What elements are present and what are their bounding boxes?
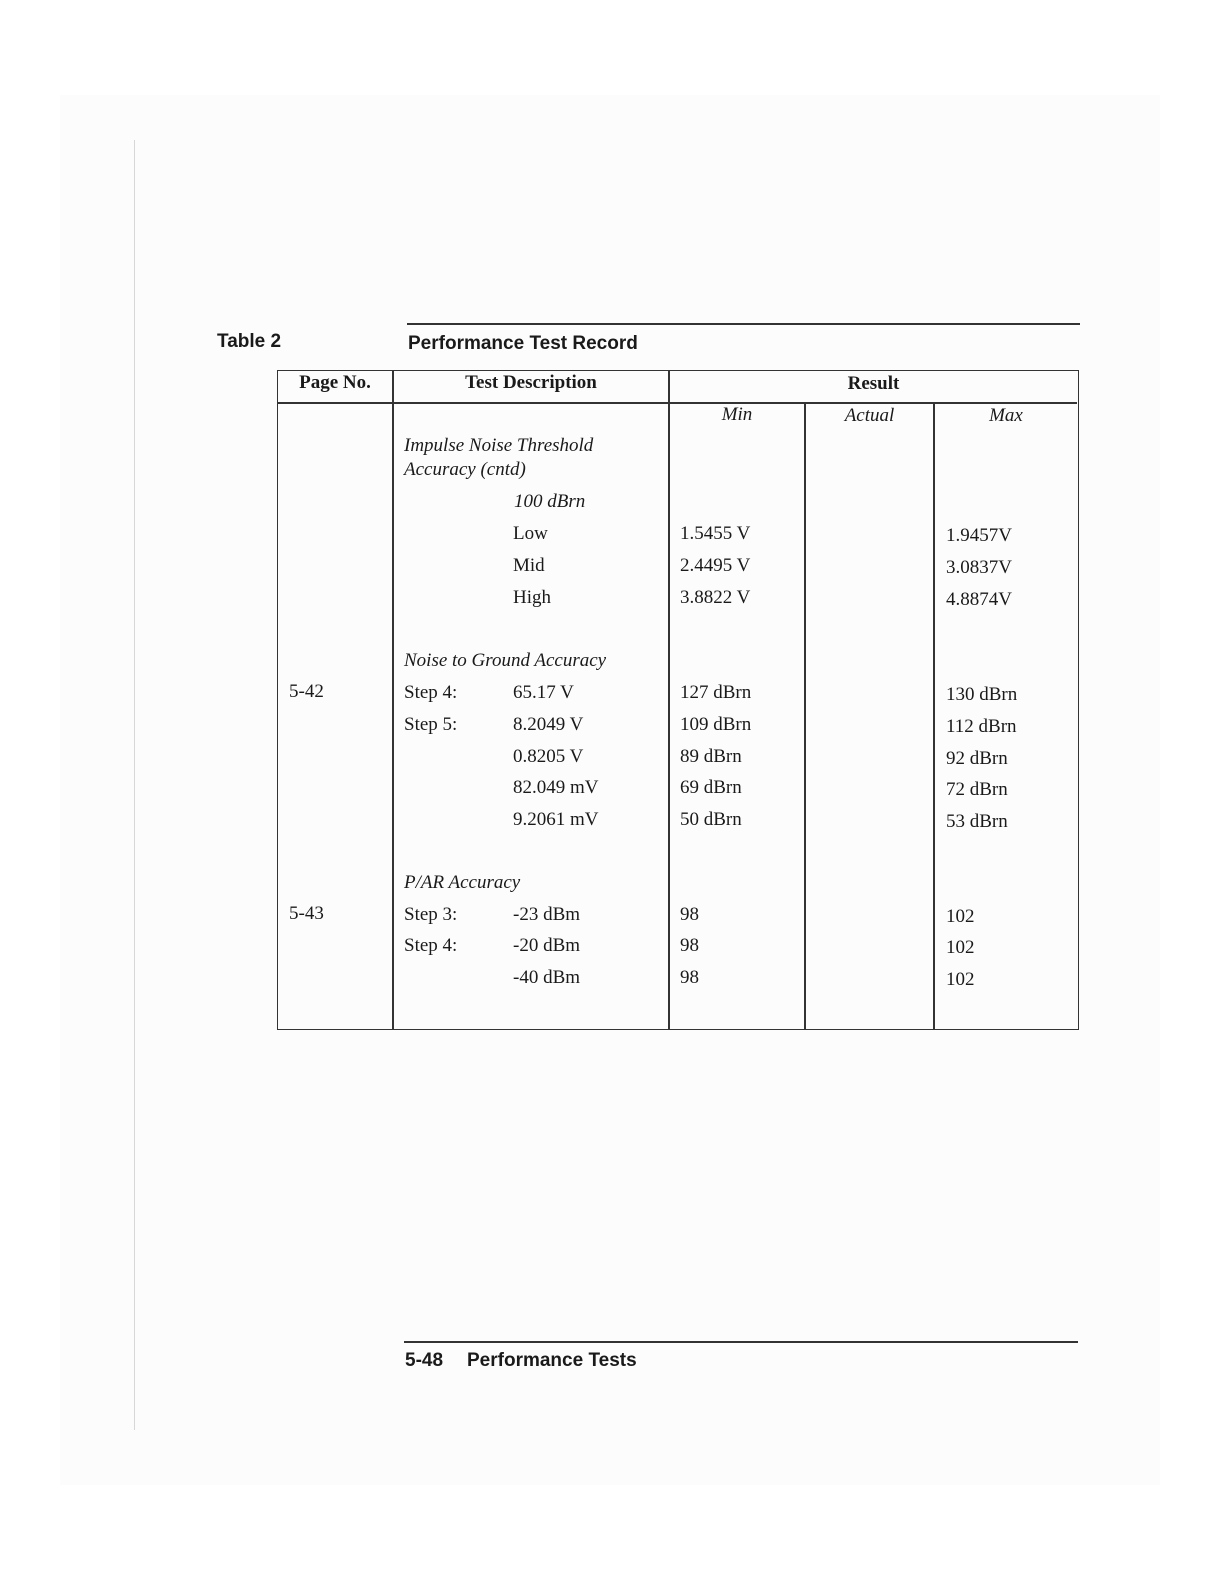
noise-ground-step: Step 4: — [404, 682, 458, 703]
noise-ground-value: 0.8205 V — [513, 746, 584, 767]
footer-page-number: 5-48 — [405, 1350, 444, 1371]
impulse-row-label: Low — [513, 523, 548, 544]
noise-ground-max: 53 dBrn — [946, 811, 1008, 832]
noise-ground-min: 127 dBrn — [680, 682, 752, 703]
impulse-row-min: 1.5455 V — [680, 523, 751, 544]
par-max: 102 — [946, 969, 975, 990]
impulse-row-max: 3.0837V — [946, 557, 1012, 578]
par-min: 98 — [680, 935, 699, 956]
par-page-no: 5-43 — [289, 903, 324, 924]
footer-section-title: Performance Tests — [467, 1350, 637, 1371]
noise-ground-max: 112 dBrn — [946, 716, 1017, 737]
impulse-sublabel: 100 dBrn — [514, 491, 586, 512]
column-divider — [804, 403, 806, 1029]
par-max: 102 — [946, 906, 975, 927]
par-title: P/AR Accuracy — [404, 872, 521, 893]
impulse-row-max: 1.9457V — [946, 525, 1012, 546]
impulse-title-line1: Impulse Noise Threshold — [404, 435, 594, 456]
noise-ground-min: 89 dBrn — [680, 746, 742, 767]
header-result: Result — [847, 373, 900, 394]
noise-ground-step: Step 5: — [404, 714, 458, 735]
par-value: -20 dBm — [513, 935, 581, 956]
impulse-row-max: 4.8874V — [946, 589, 1012, 610]
header-test-description: Test Description — [465, 372, 597, 393]
par-step: Step 3: — [404, 904, 458, 925]
column-divider — [668, 371, 670, 1029]
noise-ground-max: 92 dBrn — [946, 748, 1008, 769]
table-label: Table 2 — [217, 331, 282, 352]
subheader-actual: Actual — [844, 405, 895, 426]
footer-rule — [404, 1341, 1078, 1343]
title-rule — [407, 323, 1080, 325]
column-divider — [933, 403, 935, 1029]
par-min: 98 — [680, 967, 699, 988]
noise-ground-min: 50 dBrn — [680, 809, 742, 830]
noise-ground-max: 72 dBrn — [946, 779, 1008, 800]
noise-ground-min: 109 dBrn — [680, 714, 752, 735]
par-max: 102 — [946, 937, 975, 958]
par-step: Step 4: — [404, 935, 458, 956]
noise-ground-value: 8.2049 V — [513, 714, 584, 735]
noise-ground-max: 130 dBrn — [946, 684, 1018, 705]
binding-edge — [134, 140, 135, 1430]
noise-ground-min: 69 dBrn — [680, 777, 742, 798]
noise-ground-page-no: 5-42 — [289, 681, 324, 702]
par-value: -40 dBm — [513, 967, 581, 988]
subheader-max: Max — [989, 405, 1023, 426]
subheader-min: Min — [721, 404, 753, 425]
impulse-title-line2: Accuracy (cntd) — [404, 459, 526, 480]
column-divider — [392, 371, 394, 1029]
performance-test-record-table — [277, 370, 1079, 1030]
noise-ground-value: 9.2061 mV — [513, 809, 599, 830]
impulse-row-label: High — [513, 587, 551, 608]
impulse-row-min: 2.4495 V — [680, 555, 751, 576]
par-min: 98 — [680, 904, 699, 925]
noise-ground-title: Noise to Ground Accuracy — [404, 650, 607, 671]
table-title: Performance Test Record — [408, 333, 638, 354]
par-value: -23 dBm — [513, 904, 581, 925]
header-page-no: Page No. — [299, 372, 371, 393]
impulse-row-min: 3.8822 V — [680, 587, 751, 608]
noise-ground-value: 65.17 V — [513, 682, 574, 703]
noise-ground-value: 82.049 mV — [513, 777, 599, 798]
impulse-row-label: Mid — [513, 555, 545, 576]
